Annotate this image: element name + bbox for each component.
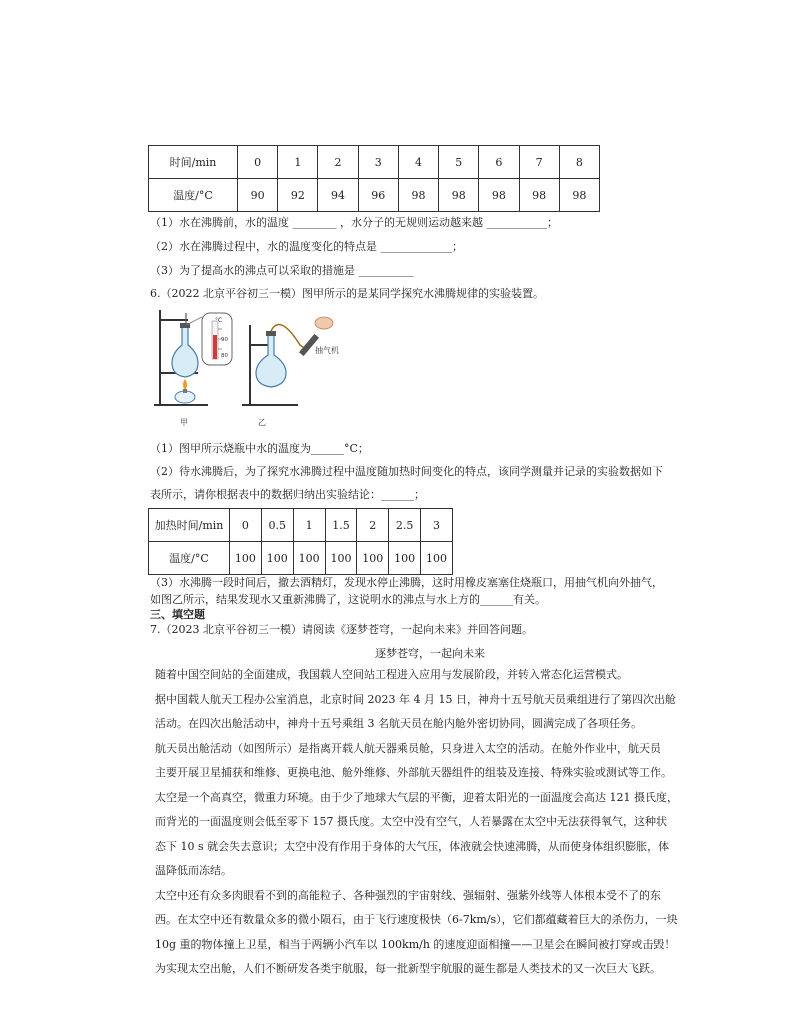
table-row: [149, 509, 453, 542]
table-header-cell: 加热时间/min: [149, 509, 230, 542]
table-cell: 1: [293, 509, 325, 542]
table-cell: 92: [278, 179, 318, 212]
pump-label: 抽气机: [315, 346, 339, 355]
article-line: 据中国载人航天工程办公室消息，北京时间 2023 年 4 月 15 日，神舟十五号航天员乘组进行了第四次出舱: [155, 692, 676, 706]
table-cell: 100: [421, 542, 453, 575]
article-line: 而背光的一面温度则会低至零下 157 摄氏度。太空中没有空气，人若暴露在太空中无法获得氧气，这种状: [155, 815, 667, 828]
article-line: 为实现太空出舱，人们不断研发各类宇航服，每一批新型宇航服的诞生都是人类技术的又一次巨大飞跃。: [155, 962, 661, 975]
table-cell: 2: [318, 146, 358, 179]
article-title: 逐梦苍穹，一起向未来: [375, 647, 485, 660]
table-cell: 2: [357, 509, 389, 542]
apparatus-figure: [150, 305, 360, 430]
article-line: 温降低而冻结。: [155, 864, 232, 877]
thermo-90: 90: [221, 337, 228, 343]
table-cell: 98: [519, 179, 559, 212]
table-cell: 7: [519, 146, 559, 179]
article-line: 太空中还有众多肉眼看不到的高能粒子、各种强烈的宇宙射线、强辐射、强紫外线等人体根本受不了的东: [155, 888, 661, 902]
article-line: 态下 10 s 就会失去意识；太空中没有作用于身体的大气压，体液就会快速沸腾，从而使身体组织膨胀，体: [155, 839, 670, 853]
section-heading: 三、填空题: [150, 608, 205, 621]
temperature-table-1: [148, 145, 600, 212]
table-header-cell: 温度/°C: [149, 179, 238, 212]
table-cell: 100: [230, 542, 262, 575]
thermo-80: 80: [221, 353, 228, 359]
table-row: [149, 146, 600, 179]
article-line: 活动。在四次出舱活动中，神舟十五号乘组 3 名航天员在舱内舱外密切协同，圆满完成了各项任务。: [155, 717, 642, 730]
table-cell: 3: [358, 146, 398, 179]
table-cell: 96: [358, 179, 398, 212]
q6-line-2a: （2）待水沸腾后，为了探究水沸腾过程中温度随加热时间变化的特点，该同学测量并记录的实验数据如下: [150, 465, 663, 478]
q5-line-1: （1）水在沸腾前，水的温度 ________ ，水分子的无规则运动越来越 ___________；: [150, 216, 558, 229]
q6-line-1: （1）图甲所示烧瓶中水的温度为______°C；: [150, 442, 369, 455]
table-cell: 0: [230, 509, 262, 542]
flask-a: [172, 313, 198, 377]
q6-line-3b: 如图乙所示，结果发现水又重新沸腾了，这说明水的沸点与水上方的______有关。: [150, 593, 546, 606]
table-cell: 2.5: [389, 509, 421, 542]
table-cell: 3: [421, 509, 453, 542]
article-line: 航天员出舱活动（如图所示）是指离开载人航天器乘员舱，只身进入太空的活动。在舱外作业中，航天员: [155, 741, 661, 755]
table-header-cell: 温度/°C: [149, 542, 230, 575]
article-body: [155, 663, 715, 982]
table-cell: 1: [278, 146, 318, 179]
table-cell: 100: [389, 542, 421, 575]
temperature-table-2: [148, 508, 453, 575]
q6-line-3a: （3）水沸腾一段时间后，撤去酒精灯，发现水停止沸腾，这时用橡皮塞塞住烧瓶口，用抽气机向外抽气，: [150, 576, 663, 589]
table-cell: 94: [318, 179, 358, 212]
q6-line-2b: 表所示，请你根据表中的数据归纳出实验结论：______；: [150, 488, 425, 501]
table-cell: 0.5: [261, 509, 293, 542]
table-row: [149, 542, 453, 575]
table-header-cell: 时间/min: [149, 146, 238, 179]
article-line: 10g 重的物体撞上卫星，相当于两辆小汽车以 100km/h 的速度迎面相撞——卫星会在瞬间被打穿或击毁！: [155, 937, 676, 951]
table-cell: 98: [479, 179, 519, 212]
table-cell: 6: [479, 146, 519, 179]
article-line: 西。在太空中还有数量众多的微小陨石，由于飞行速度极快（6-7km/s），它们都蕴藏着巨大的杀伤力，一块: [155, 913, 678, 926]
q6-title: 6.（2022 北京平谷初三一模）图甲所示的是某同学探究水沸腾规律的实验装置。: [150, 287, 544, 300]
table-cell: 8: [559, 146, 599, 179]
table-cell: 1.5: [325, 509, 357, 542]
table-cell: 4: [398, 146, 438, 179]
article-line: 太空是一个高真空，微重力环境。由于少了地球大气层的平衡，迎着太阳光的一面温度会高达 121 摄氏度，: [155, 790, 678, 804]
thermo-unit: °C: [215, 317, 223, 324]
table-cell: 100: [293, 542, 325, 575]
flask-b: [256, 331, 286, 387]
article-line: 随着中国空间站的全面建成，我国载人空间站工程进入应用与发展阶段，并转入常态化运营模式。: [155, 668, 628, 681]
burner: [175, 379, 195, 403]
q7-title: 7.（2023 北京平谷初三一模）请阅读《逐梦苍穹，一起向未来》并回答问题。: [150, 623, 533, 636]
figure-label-b: 乙: [258, 418, 266, 427]
table-cell: 0: [238, 146, 278, 179]
article-line: 主要开展卫星捕获和维修、更换电池、舱外维修、外部航天器组件的组装及连接、特殊实验或测试等工作。: [155, 766, 672, 779]
table-cell: 100: [325, 542, 357, 575]
table-cell: 100: [261, 542, 293, 575]
table-cell: 98: [439, 179, 479, 212]
table-cell: 90: [238, 179, 278, 212]
q5-line-2: （2）水在沸腾过程中，水的温度变化的特点是 _____________；: [150, 240, 463, 253]
table-row: [149, 179, 600, 212]
table-cell: 98: [559, 179, 599, 212]
q5-line-3: （3）为了提高水的沸点可以采取的措施是 __________: [150, 264, 414, 277]
table-cell: 5: [439, 146, 479, 179]
table-cell: 100: [357, 542, 389, 575]
figure-label-a: 甲: [180, 418, 188, 427]
table-cell: 98: [398, 179, 438, 212]
